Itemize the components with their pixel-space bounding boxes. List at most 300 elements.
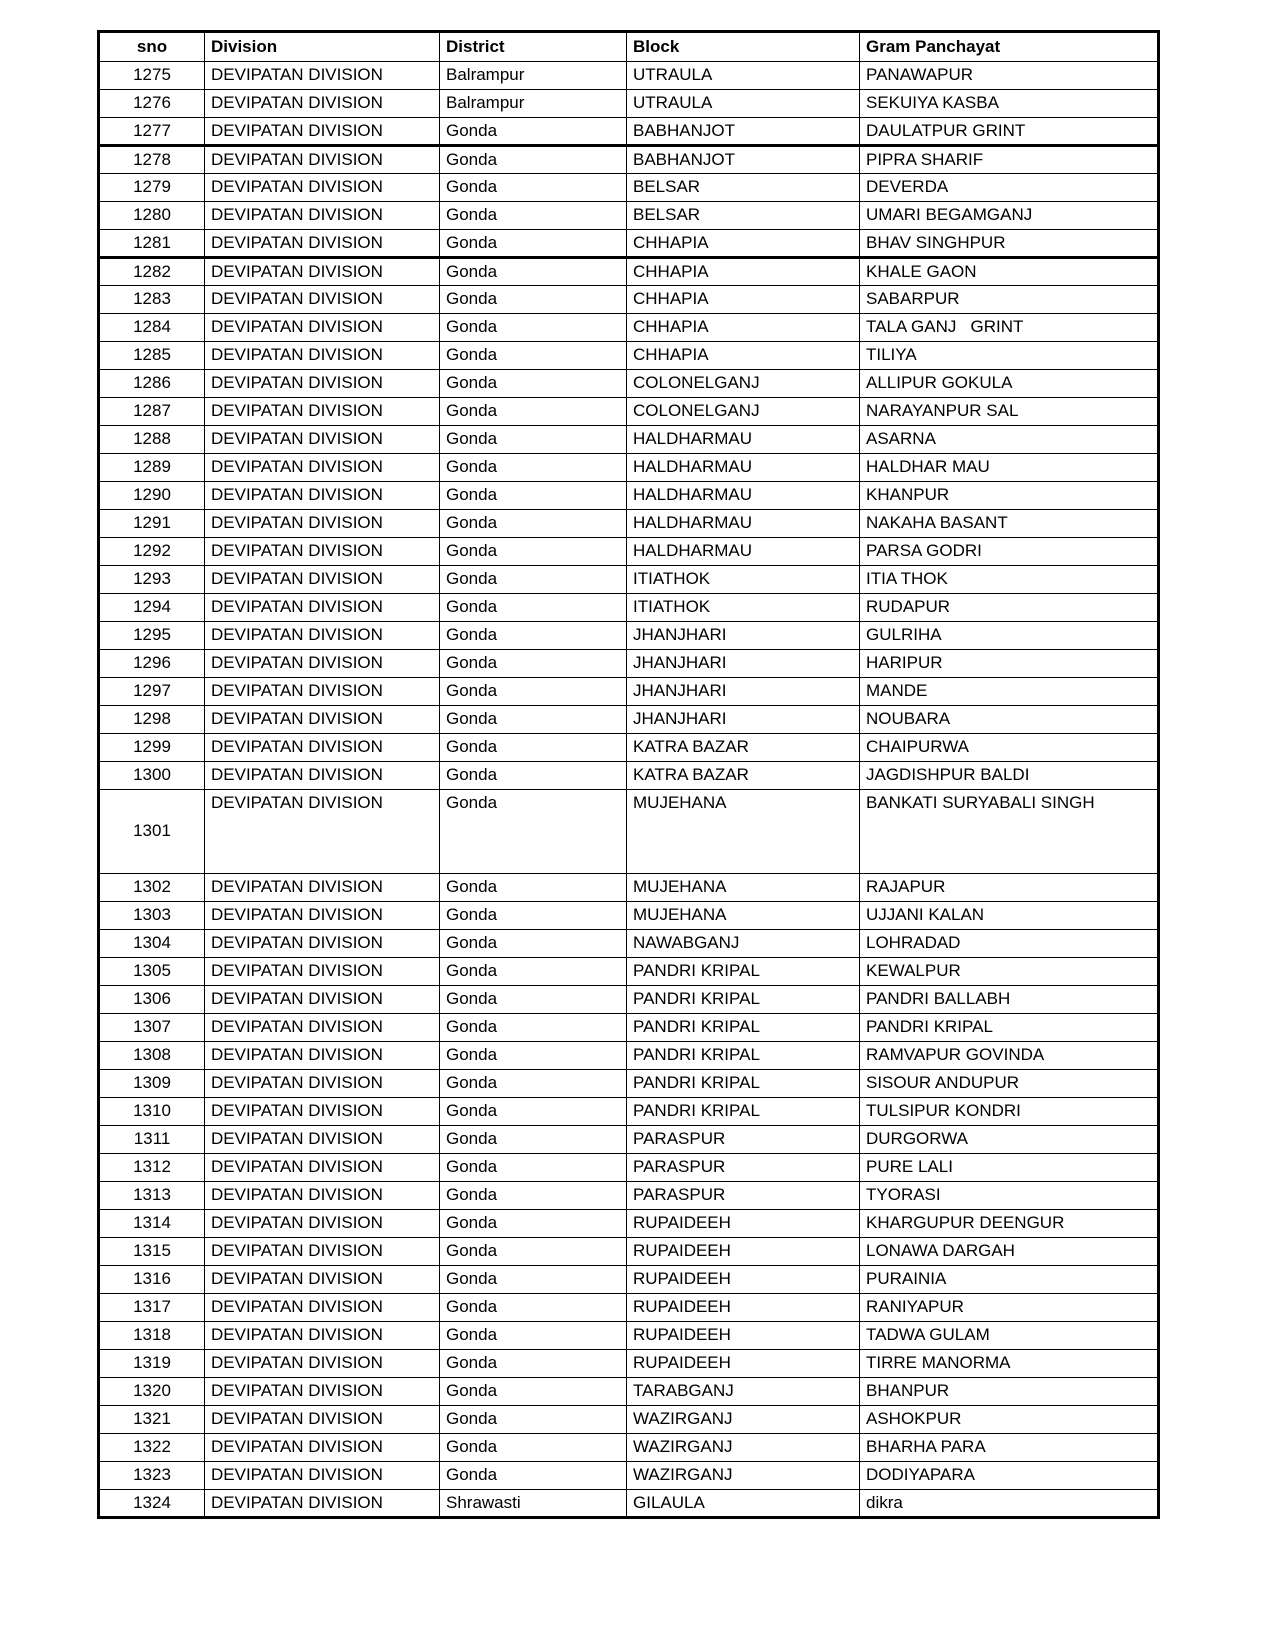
table-row [99, 1294, 1159, 1322]
division-cell: DEVIPATAN DIVISION [205, 902, 440, 930]
division-cell: DEVIPATAN DIVISION [205, 930, 440, 958]
district-cell: Gonda [440, 762, 627, 790]
division-cell: DEVIPATAN DIVISION [205, 314, 440, 342]
block-cell: RUPAIDEEH [627, 1266, 860, 1294]
gram-cell: BHARHA PARA [860, 1434, 1159, 1462]
gram-cell: DAULATPUR GRINT [860, 118, 1159, 146]
gram-cell: ASHOKPUR [860, 1406, 1159, 1434]
gram-cell: DURGORWA [860, 1126, 1159, 1154]
table-row [99, 1378, 1159, 1406]
block-cell: WAZIRGANJ [627, 1434, 860, 1462]
block-cell: PANDRI KRIPAL [627, 1098, 860, 1126]
division-cell: DEVIPATAN DIVISION [205, 146, 440, 174]
sno-cell: 1304 [99, 930, 205, 958]
header-row [99, 32, 1159, 62]
sno-cell: 1283 [99, 286, 205, 314]
division-cell: DEVIPATAN DIVISION [205, 230, 440, 258]
table-row [99, 1070, 1159, 1098]
gram-cell: BHANPUR [860, 1378, 1159, 1406]
division-cell: DEVIPATAN DIVISION [205, 706, 440, 734]
table-row [99, 566, 1159, 594]
gram-cell: SEKUIYA KASBA [860, 90, 1159, 118]
district-cell: Gonda [440, 790, 627, 874]
block-cell: MUJEHANA [627, 902, 860, 930]
block-cell: PARASPUR [627, 1154, 860, 1182]
sno-cell: 1318 [99, 1322, 205, 1350]
gram-cell: RANIYAPUR [860, 1294, 1159, 1322]
gram-cell: PURAINIA [860, 1266, 1159, 1294]
gram-panchayat-table [97, 30, 1160, 1519]
gram-cell: BHAV SINGHPUR [860, 230, 1159, 258]
sno-cell: 1299 [99, 734, 205, 762]
gram-cell: SISOUR ANDUPUR [860, 1070, 1159, 1098]
block-cell: HALDHARMAU [627, 454, 860, 482]
gram-cell: JAGDISHPUR BALDI [860, 762, 1159, 790]
block-cell: ITIATHOK [627, 566, 860, 594]
district-cell: Gonda [440, 594, 627, 622]
gram-cell: TULSIPUR KONDRI [860, 1098, 1159, 1126]
district-cell: Gonda [440, 958, 627, 986]
division-cell: DEVIPATAN DIVISION [205, 1098, 440, 1126]
block-cell: MUJEHANA [627, 874, 860, 902]
sno-cell: 1295 [99, 622, 205, 650]
district-cell: Gonda [440, 1098, 627, 1126]
district-cell: Gonda [440, 426, 627, 454]
district-cell: Gonda [440, 1322, 627, 1350]
district-cell: Gonda [440, 482, 627, 510]
gram-cell: KHARGUPUR DEENGUR [860, 1210, 1159, 1238]
block-cell: RUPAIDEEH [627, 1322, 860, 1350]
district-cell: Gonda [440, 1266, 627, 1294]
district-cell: Gonda [440, 706, 627, 734]
table-row [99, 454, 1159, 482]
division-cell: DEVIPATAN DIVISION [205, 538, 440, 566]
table-row [99, 874, 1159, 902]
header-gram-panchayat: Gram Panchayat [860, 32, 1159, 62]
district-cell: Gonda [440, 1434, 627, 1462]
sno-cell: 1275 [99, 62, 205, 90]
gram-cell: GULRIHA [860, 622, 1159, 650]
table-row [99, 1266, 1159, 1294]
table-row [99, 1098, 1159, 1126]
division-cell: DEVIPATAN DIVISION [205, 370, 440, 398]
sno-cell: 1309 [99, 1070, 205, 1098]
block-cell: JHANJHARI [627, 678, 860, 706]
district-cell: Gonda [440, 146, 627, 174]
block-cell: CHHAPIA [627, 258, 860, 286]
sno-cell: 1282 [99, 258, 205, 286]
block-cell: GILAULA [627, 1490, 860, 1518]
sno-cell: 1305 [99, 958, 205, 986]
district-cell: Gonda [440, 622, 627, 650]
table-row [99, 762, 1159, 790]
district-cell: Gonda [440, 1238, 627, 1266]
block-cell: PANDRI KRIPAL [627, 958, 860, 986]
district-cell: Gonda [440, 1014, 627, 1042]
table-row [99, 986, 1159, 1014]
gram-cell: UMARI BEGAMGANJ [860, 202, 1159, 230]
gram-cell: SABARPUR [860, 286, 1159, 314]
district-cell: Gonda [440, 1210, 627, 1238]
table-row [99, 202, 1159, 230]
district-cell: Gonda [440, 678, 627, 706]
table-row [99, 370, 1159, 398]
table-row [99, 398, 1159, 426]
sno-cell: 1311 [99, 1126, 205, 1154]
gram-cell: PURE LALI [860, 1154, 1159, 1182]
district-cell: Gonda [440, 1182, 627, 1210]
division-cell: DEVIPATAN DIVISION [205, 622, 440, 650]
division-cell: DEVIPATAN DIVISION [205, 678, 440, 706]
sno-cell: 1279 [99, 174, 205, 202]
division-cell: DEVIPATAN DIVISION [205, 734, 440, 762]
division-cell: DEVIPATAN DIVISION [205, 958, 440, 986]
division-cell: DEVIPATAN DIVISION [205, 342, 440, 370]
block-cell: JHANJHARI [627, 706, 860, 734]
sno-cell: 1278 [99, 146, 205, 174]
block-cell: PARASPUR [627, 1126, 860, 1154]
district-cell: Gonda [440, 986, 627, 1014]
sno-cell: 1310 [99, 1098, 205, 1126]
district-cell: Gonda [440, 1126, 627, 1154]
sno-cell: 1312 [99, 1154, 205, 1182]
block-cell: PARASPUR [627, 1182, 860, 1210]
district-cell: Gonda [440, 286, 627, 314]
sno-cell: 1322 [99, 1434, 205, 1462]
table-row [99, 1154, 1159, 1182]
district-cell: Gonda [440, 230, 627, 258]
header-block: Block [627, 32, 860, 62]
division-cell: DEVIPATAN DIVISION [205, 1182, 440, 1210]
division-cell: DEVIPATAN DIVISION [205, 1126, 440, 1154]
division-cell: DEVIPATAN DIVISION [205, 650, 440, 678]
gram-cell: ASARNA [860, 426, 1159, 454]
sno-cell: 1291 [99, 510, 205, 538]
division-cell: DEVIPATAN DIVISION [205, 1378, 440, 1406]
block-cell: BABHANJOT [627, 146, 860, 174]
block-cell: WAZIRGANJ [627, 1406, 860, 1434]
sno-cell: 1290 [99, 482, 205, 510]
sno-cell: 1285 [99, 342, 205, 370]
division-cell: DEVIPATAN DIVISION [205, 1154, 440, 1182]
table-row [99, 482, 1159, 510]
division-cell: DEVIPATAN DIVISION [205, 790, 440, 874]
block-cell: WAZIRGANJ [627, 1462, 860, 1490]
division-cell: DEVIPATAN DIVISION [205, 1042, 440, 1070]
gram-cell: NARAYANPUR SAL [860, 398, 1159, 426]
district-cell: Gonda [440, 314, 627, 342]
division-cell: DEVIPATAN DIVISION [205, 482, 440, 510]
block-cell: COLONELGANJ [627, 398, 860, 426]
gram-cell: NOUBARA [860, 706, 1159, 734]
block-cell: RUPAIDEEH [627, 1210, 860, 1238]
gram-cell: RAMVAPUR GOVINDA [860, 1042, 1159, 1070]
district-cell: Gonda [440, 734, 627, 762]
district-cell: Gonda [440, 202, 627, 230]
sno-cell: 1286 [99, 370, 205, 398]
gram-cell: LOHRADAD [860, 930, 1159, 958]
table-row [99, 902, 1159, 930]
gram-cell: NAKAHA BASANT [860, 510, 1159, 538]
gram-cell: TYORASI [860, 1182, 1159, 1210]
block-cell: KATRA BAZAR [627, 762, 860, 790]
table-row [99, 958, 1159, 986]
sno-cell: 1314 [99, 1210, 205, 1238]
sno-cell: 1277 [99, 118, 205, 146]
division-cell: DEVIPATAN DIVISION [205, 1350, 440, 1378]
header-sno: sno [99, 32, 205, 62]
district-cell: Balrampur [440, 90, 627, 118]
table-row [99, 510, 1159, 538]
block-cell: HALDHARMAU [627, 482, 860, 510]
block-cell: CHHAPIA [627, 230, 860, 258]
gram-cell: TADWA GULAM [860, 1322, 1159, 1350]
table-row [99, 1042, 1159, 1070]
division-cell: DEVIPATAN DIVISION [205, 874, 440, 902]
district-cell: Gonda [440, 398, 627, 426]
gram-cell: LONAWA DARGAH [860, 1238, 1159, 1266]
table-row [99, 1210, 1159, 1238]
sno-cell: 1307 [99, 1014, 205, 1042]
table-row [99, 286, 1159, 314]
block-cell: ITIATHOK [627, 594, 860, 622]
district-cell: Gonda [440, 1406, 627, 1434]
table-row [99, 426, 1159, 454]
division-cell: DEVIPATAN DIVISION [205, 594, 440, 622]
sno-cell: 1321 [99, 1406, 205, 1434]
division-cell: DEVIPATAN DIVISION [205, 986, 440, 1014]
district-cell: Gonda [440, 370, 627, 398]
district-cell: Gonda [440, 1350, 627, 1378]
division-cell: DEVIPATAN DIVISION [205, 1070, 440, 1098]
table-row [99, 678, 1159, 706]
block-cell: PANDRI KRIPAL [627, 1042, 860, 1070]
block-cell: MUJEHANA [627, 790, 860, 874]
division-cell: DEVIPATAN DIVISION [205, 1406, 440, 1434]
sno-cell: 1288 [99, 426, 205, 454]
block-cell: PANDRI KRIPAL [627, 1014, 860, 1042]
sno-cell: 1308 [99, 1042, 205, 1070]
block-cell: COLONELGANJ [627, 370, 860, 398]
table-row [99, 1462, 1159, 1490]
table-row [99, 706, 1159, 734]
sno-cell: 1298 [99, 706, 205, 734]
district-cell: Gonda [440, 1378, 627, 1406]
sno-cell: 1319 [99, 1350, 205, 1378]
sno-cell: 1302 [99, 874, 205, 902]
sno-cell: 1323 [99, 1462, 205, 1490]
sno-cell: 1315 [99, 1238, 205, 1266]
gram-cell: DODIYAPARA [860, 1462, 1159, 1490]
gram-cell: TALA GANJ GRINT [860, 314, 1159, 342]
table-row [99, 594, 1159, 622]
table-row [99, 146, 1159, 174]
division-cell: DEVIPATAN DIVISION [205, 202, 440, 230]
district-cell: Gonda [440, 1154, 627, 1182]
sno-cell: 1293 [99, 566, 205, 594]
gram-cell: PIPRA SHARIF [860, 146, 1159, 174]
block-cell: HALDHARMAU [627, 510, 860, 538]
table-row [99, 314, 1159, 342]
sno-cell: 1287 [99, 398, 205, 426]
block-cell: JHANJHARI [627, 622, 860, 650]
gram-cell: CHAIPURWA [860, 734, 1159, 762]
table-row [99, 1490, 1159, 1518]
header-district: District [440, 32, 627, 62]
block-cell: HALDHARMAU [627, 538, 860, 566]
district-cell: Gonda [440, 538, 627, 566]
table-row [99, 1434, 1159, 1462]
gram-cell: TILIYA [860, 342, 1159, 370]
district-cell: Balrampur [440, 62, 627, 90]
division-cell: DEVIPATAN DIVISION [205, 90, 440, 118]
district-cell: Gonda [440, 1070, 627, 1098]
district-cell: Gonda [440, 874, 627, 902]
table-row [99, 62, 1159, 90]
block-cell: CHHAPIA [627, 286, 860, 314]
sno-cell: 1276 [99, 90, 205, 118]
table-header [99, 32, 1159, 62]
table-row [99, 538, 1159, 566]
sno-cell: 1294 [99, 594, 205, 622]
sno-cell: 1320 [99, 1378, 205, 1406]
table-row [99, 1238, 1159, 1266]
division-cell: DEVIPATAN DIVISION [205, 510, 440, 538]
sno-cell: 1316 [99, 1266, 205, 1294]
division-cell: DEVIPATAN DIVISION [205, 258, 440, 286]
gram-cell: HALDHAR MAU [860, 454, 1159, 482]
table-row [99, 174, 1159, 202]
division-cell: DEVIPATAN DIVISION [205, 1210, 440, 1238]
block-cell: BELSAR [627, 202, 860, 230]
table-row [99, 118, 1159, 146]
block-cell: KATRA BAZAR [627, 734, 860, 762]
table-row [99, 90, 1159, 118]
block-cell: JHANJHARI [627, 650, 860, 678]
block-cell: TARABGANJ [627, 1378, 860, 1406]
sno-cell: 1297 [99, 678, 205, 706]
division-cell: DEVIPATAN DIVISION [205, 1322, 440, 1350]
gram-cell: UJJANI KALAN [860, 902, 1159, 930]
sno-cell: 1313 [99, 1182, 205, 1210]
district-cell: Gonda [440, 510, 627, 538]
gram-cell: ITIA THOK [860, 566, 1159, 594]
gram-cell: DEVERDA [860, 174, 1159, 202]
table-row [99, 1014, 1159, 1042]
sno-cell: 1280 [99, 202, 205, 230]
district-cell: Gonda [440, 902, 627, 930]
district-cell: Gonda [440, 174, 627, 202]
block-cell: CHHAPIA [627, 342, 860, 370]
block-cell: RUPAIDEEH [627, 1294, 860, 1322]
block-cell: PANDRI KRIPAL [627, 1070, 860, 1098]
division-cell: DEVIPATAN DIVISION [205, 566, 440, 594]
table-row [99, 734, 1159, 762]
division-cell: DEVIPATAN DIVISION [205, 1014, 440, 1042]
division-cell: DEVIPATAN DIVISION [205, 1490, 440, 1518]
sno-cell: 1292 [99, 538, 205, 566]
gram-cell: PANAWAPUR [860, 62, 1159, 90]
gram-cell: dikra [860, 1490, 1159, 1518]
gram-cell: ALLIPUR GOKULA [860, 370, 1159, 398]
block-cell: BELSAR [627, 174, 860, 202]
gram-cell: HARIPUR [860, 650, 1159, 678]
block-cell: BABHANJOT [627, 118, 860, 146]
sno-cell: 1324 [99, 1490, 205, 1518]
district-cell: Gonda [440, 1462, 627, 1490]
sno-cell: 1296 [99, 650, 205, 678]
gram-cell: TIRRE MANORMA [860, 1350, 1159, 1378]
sno-cell: 1300 [99, 762, 205, 790]
division-cell: DEVIPATAN DIVISION [205, 426, 440, 454]
district-cell: Gonda [440, 342, 627, 370]
division-cell: DEVIPATAN DIVISION [205, 62, 440, 90]
table-row [99, 650, 1159, 678]
district-cell: Shrawasti [440, 1490, 627, 1518]
block-cell: PANDRI KRIPAL [627, 986, 860, 1014]
sno-cell: 1306 [99, 986, 205, 1014]
district-cell: Gonda [440, 118, 627, 146]
gram-cell: RUDAPUR [860, 594, 1159, 622]
table-row [99, 1350, 1159, 1378]
district-cell: Gonda [440, 1042, 627, 1070]
gram-cell: PARSA GODRI [860, 538, 1159, 566]
division-cell: DEVIPATAN DIVISION [205, 1462, 440, 1490]
block-cell: RUPAIDEEH [627, 1350, 860, 1378]
sno-cell: 1281 [99, 230, 205, 258]
division-cell: DEVIPATAN DIVISION [205, 1266, 440, 1294]
division-cell: DEVIPATAN DIVISION [205, 454, 440, 482]
sno-cell: 1317 [99, 1294, 205, 1322]
gram-cell: MANDE [860, 678, 1159, 706]
gram-cell: KHALE GAON [860, 258, 1159, 286]
block-cell: NAWABGANJ [627, 930, 860, 958]
district-cell: Gonda [440, 1294, 627, 1322]
gram-cell: RAJAPUR [860, 874, 1159, 902]
division-cell: DEVIPATAN DIVISION [205, 118, 440, 146]
division-cell: DEVIPATAN DIVISION [205, 762, 440, 790]
table-body [99, 62, 1159, 1518]
table-row [99, 1126, 1159, 1154]
table-row [99, 930, 1159, 958]
district-cell: Gonda [440, 566, 627, 594]
table-row [99, 342, 1159, 370]
block-cell: UTRAULA [627, 90, 860, 118]
table-row [99, 258, 1159, 286]
division-cell: DEVIPATAN DIVISION [205, 286, 440, 314]
gram-cell: PANDRI KRIPAL [860, 1014, 1159, 1042]
division-cell: DEVIPATAN DIVISION [205, 1238, 440, 1266]
table-row [99, 790, 1159, 874]
district-cell: Gonda [440, 650, 627, 678]
district-cell: Gonda [440, 258, 627, 286]
division-cell: DEVIPATAN DIVISION [205, 398, 440, 426]
table-row [99, 1322, 1159, 1350]
block-cell: RUPAIDEEH [627, 1238, 860, 1266]
header-division: Division [205, 32, 440, 62]
gram-cell: PANDRI BALLABH [860, 986, 1159, 1014]
sno-cell: 1284 [99, 314, 205, 342]
table-row [99, 1182, 1159, 1210]
block-cell: UTRAULA [627, 62, 860, 90]
table-row [99, 1406, 1159, 1434]
block-cell: CHHAPIA [627, 314, 860, 342]
gram-cell: KEWALPUR [860, 958, 1159, 986]
district-cell: Gonda [440, 930, 627, 958]
sno-cell: 1301 [99, 790, 205, 874]
block-cell: HALDHARMAU [627, 426, 860, 454]
division-cell: DEVIPATAN DIVISION [205, 1434, 440, 1462]
